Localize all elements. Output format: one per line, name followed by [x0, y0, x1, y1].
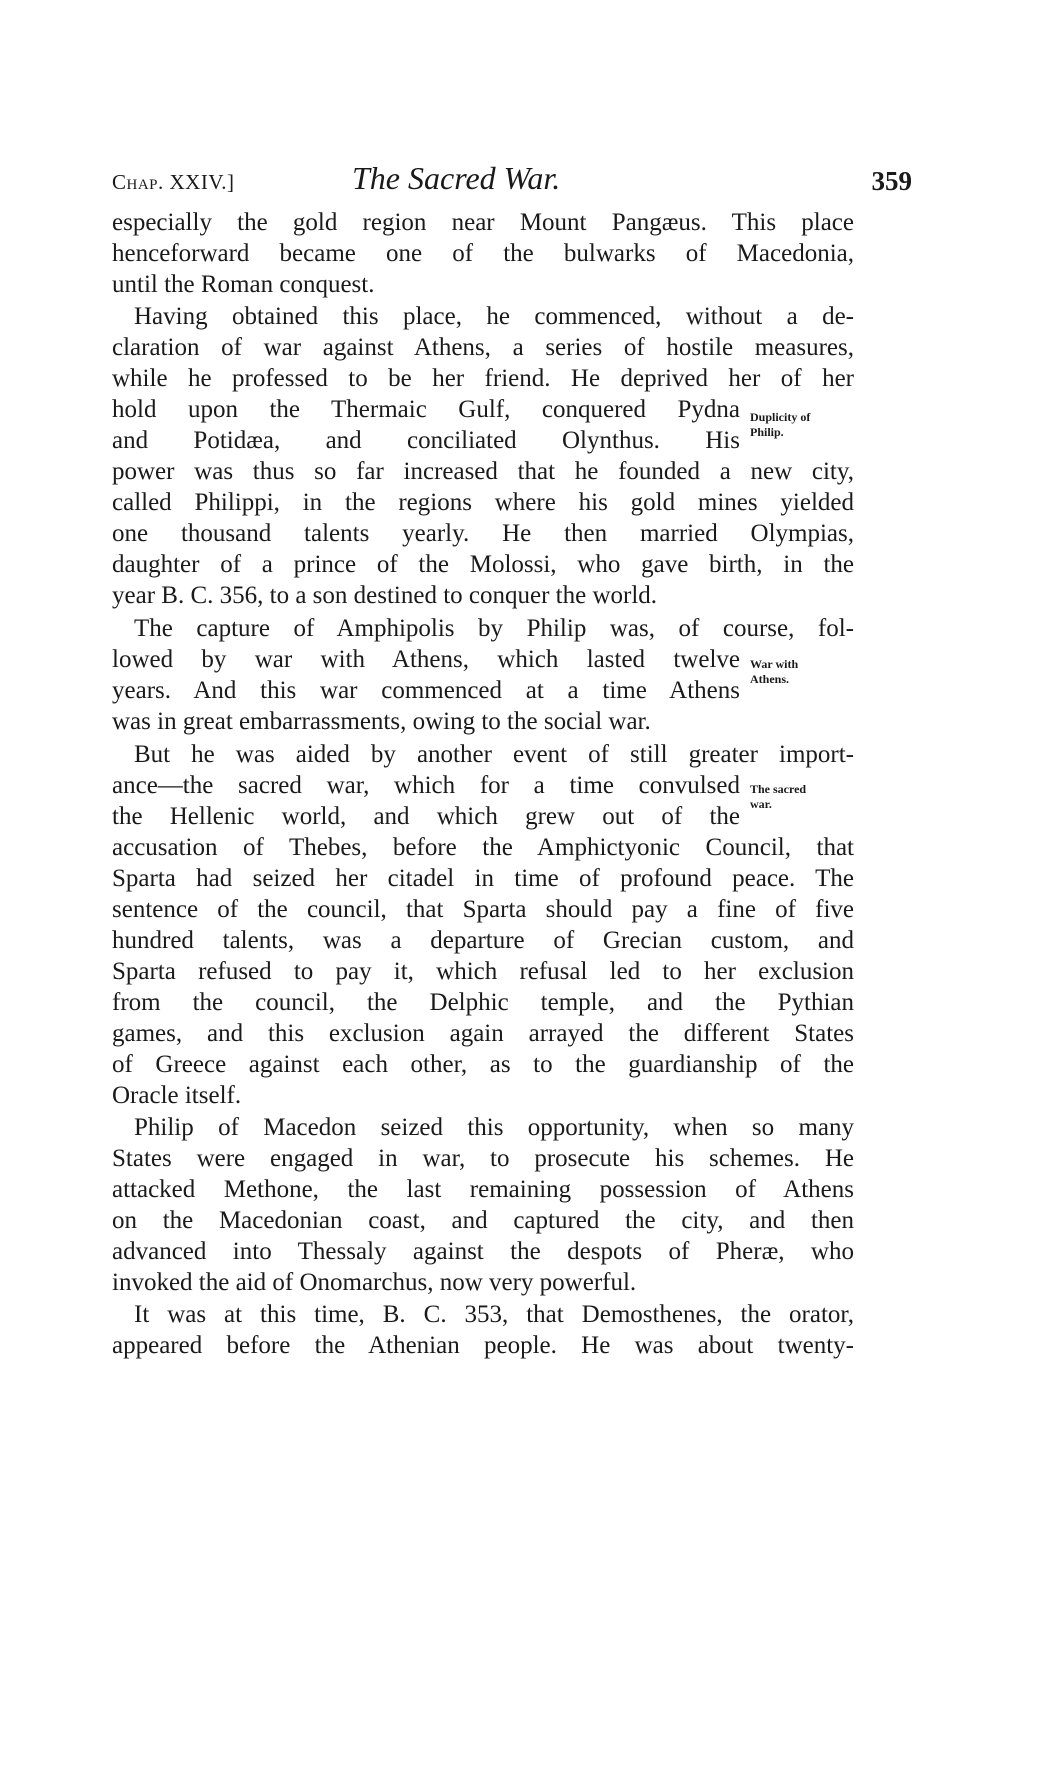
- margin-note: [750, 657, 798, 687]
- text-line: Philip of Macedon seized this opportunity, when so many: [134, 1114, 854, 1141]
- text-line: while he professed to be her friend. He deprived her of her: [112, 365, 854, 392]
- text-line: daughter of a prince of the Molossi, who gave birth, in the: [112, 551, 854, 578]
- margin-note-line: The sacred: [750, 782, 807, 796]
- margin-note-line: war.: [750, 797, 772, 811]
- page-title: The Sacred War.: [352, 160, 561, 196]
- text-line: games, and this exclusion again arrayed the different States: [112, 1020, 854, 1047]
- text-line: Oracle itself.: [112, 1082, 242, 1109]
- text-line: on the Macedonian coast, and captured the city, and then: [112, 1207, 854, 1234]
- chapter-label: Chap. XXIV.]: [112, 170, 235, 194]
- margin-note-line: War with: [750, 657, 799, 671]
- running-header: [112, 160, 912, 200]
- text-line: until the Roman conquest.: [112, 271, 375, 298]
- text-line: was in great embarrassments, owing to the social war.: [112, 708, 651, 735]
- margin-note: [750, 410, 810, 440]
- text-line: advanced into Thessaly against the despots of Pheræ, who: [112, 1238, 854, 1265]
- text-line: called Philippi, in the regions where his gold mines yielded: [112, 489, 854, 516]
- text-line: year B. C. 356, to a son destined to conquer the world.: [112, 582, 658, 609]
- page-number: 359: [871, 166, 912, 196]
- text-line: power was thus so far increased that he founded a new city,: [112, 458, 854, 485]
- text-line: years. And this war commenced at a time Athens: [112, 677, 740, 704]
- text-line: henceforward became one of the bulwarks of Macedonia,: [112, 240, 854, 267]
- text-line: and Potidæa, and conciliated Olynthus. His: [112, 427, 740, 454]
- text-line: of Greece against each other, as to the guardianship of the: [112, 1051, 854, 1078]
- text-line: invoked the aid of Onomarchus, now very powerful.: [112, 1269, 637, 1296]
- text-line: The capture of Amphipolis by Philip was, of course, fol-: [134, 615, 854, 642]
- text-line: But he was aided by another event of still greater import-: [134, 741, 854, 768]
- text-line: hundred talents, was a departure of Grecian custom, and: [112, 927, 854, 954]
- text-line: especially the gold region near Mount Pangæus. This place: [112, 209, 854, 236]
- text-line: sentence of the council, that Sparta should pay a fine of five: [112, 896, 854, 923]
- text-line: hold upon the Thermaic Gulf, conquered Pydna: [112, 396, 740, 423]
- text-line: Sparta refused to pay it, which refusal led to her exclusion: [112, 958, 854, 985]
- text-line: Having obtained this place, he commenced, without a de-: [134, 303, 854, 330]
- text-line: appeared before the Athenian people. He was about twenty-: [112, 1332, 854, 1359]
- text-line: States were engaged in war, to prosecute his schemes. He: [112, 1145, 854, 1172]
- text-line: It was at this time, B. C. 353, that Demosthenes, the orator,: [134, 1301, 854, 1328]
- margin-note: [750, 782, 806, 812]
- margin-note-line: Philip.: [750, 425, 784, 439]
- text-line: accusation of Thebes, before the Amphictyonic Council, that: [112, 834, 854, 861]
- text-line: attacked Methone, the last remaining possession of Athens: [112, 1176, 854, 1203]
- margin-note-line: Athens.: [750, 672, 790, 686]
- text-line: from the council, the Delphic temple, and the Pythian: [112, 989, 854, 1016]
- text-line: one thousand talents yearly. He then married Olympias,: [112, 520, 854, 547]
- text-line: Sparta had seized her citadel in time of profound peace. The: [112, 865, 854, 892]
- text-line: claration of war against Athens, a series of hostile measures,: [112, 334, 854, 361]
- text-line: ance—the sacred war, which for a time convulsed: [112, 772, 740, 799]
- text-line: lowed by war with Athens, which lasted twelve: [112, 646, 740, 673]
- text-line: the Hellenic world, and which grew out of the: [112, 803, 740, 830]
- margin-note-line: Duplicity of: [750, 410, 811, 424]
